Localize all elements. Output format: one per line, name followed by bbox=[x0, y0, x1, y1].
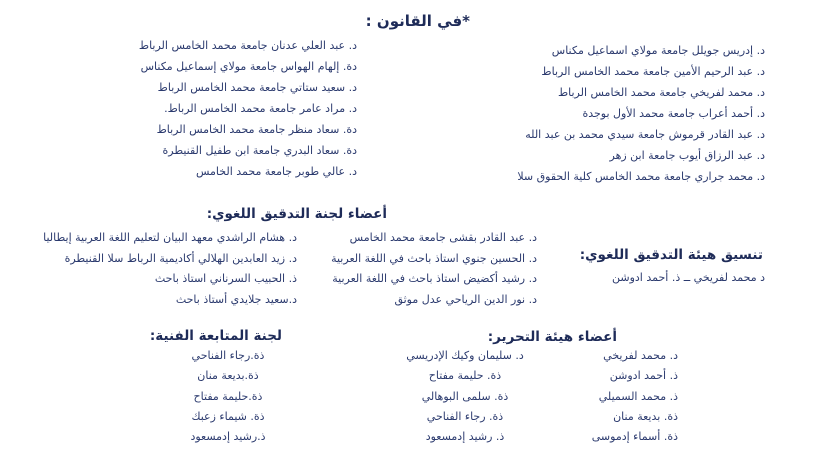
editorial-board-col2 bbox=[395, 346, 535, 447]
list-item: د. عبد القادر قرموش جامعة سيدي محمد بن عبد الله bbox=[525, 128, 765, 141]
list-item: د. نور الدين الرياحي عدل موثق bbox=[394, 292, 537, 306]
list-item: ذة. رجاء الفناحي bbox=[426, 409, 504, 423]
list-item: ذ. رشيد إدمسعود bbox=[425, 430, 505, 444]
list-item: ذة. شيماء زعبك bbox=[191, 409, 265, 423]
editorial-board-col1 bbox=[592, 346, 678, 447]
list-item: ذة. سلمى البوهالي bbox=[421, 389, 509, 403]
law-left-list bbox=[139, 35, 357, 182]
linguistic-coordination-names: د محمد لفريخي ــ ذ. أحمد ادوشن bbox=[611, 271, 765, 284]
law-title: *في القانون : bbox=[365, 12, 470, 30]
list-item: ذة.بديعة منان bbox=[197, 369, 259, 383]
list-item: د. أحمد أعراب جامعة محمد الأول بوجدة bbox=[582, 107, 765, 120]
linguistic-coordination-title: تنسيق هيئة التدقيق اللغوي: bbox=[579, 247, 763, 263]
list-item: ذ. محمد السميلي bbox=[598, 389, 678, 403]
technical-committee-title: لجنة المتابعة الفنية: bbox=[149, 328, 282, 344]
list-item: د. هشام الراشدي معهد البيان لتعليم اللغة العربية إيطاليا bbox=[43, 231, 297, 244]
list-item: د. محمد جراري جامعة محمد الخامس كلية الحقوق سلا bbox=[517, 170, 765, 183]
list-item: ذة.رجاء الفناحي bbox=[191, 349, 265, 362]
list-item: دة. سعاد البدري جامعة ابن طفيل القنيطرة bbox=[162, 144, 357, 157]
list-item: د. زيد العابدين الهلالي أكاديمية الرباط سلا القنيطرة bbox=[64, 251, 297, 265]
linguistic-committee-col2 bbox=[43, 228, 297, 310]
list-item: د. عالي طوبر جامعة محمد الخامس bbox=[195, 165, 357, 178]
list-item: ذة.حليمة مفتاح bbox=[193, 389, 263, 403]
list-item: ذة. حليمة مفتاح bbox=[428, 369, 502, 383]
list-item: ذة. أسماء إدموسى bbox=[591, 430, 678, 444]
list-item: ذ. الحبيب السرناني استاذ باحث bbox=[154, 272, 297, 285]
list-item: د. الحسين جنوي استاذ باحث في اللغة العربية bbox=[331, 251, 537, 265]
law-right-list bbox=[517, 40, 765, 187]
list-item: د. إدريس جويلل جامعة مولاي اسماعيل مكناس bbox=[551, 44, 765, 57]
list-item: ذ. أحمد ادوشن bbox=[609, 369, 678, 383]
list-item: د. رشيد أكضيض استاذ باحث في اللغة العربية bbox=[332, 272, 537, 285]
linguistic-committee-col1 bbox=[331, 228, 537, 310]
technical-committee-list bbox=[168, 346, 288, 447]
list-item: د.سعيد جلايدي أستاذ باحث bbox=[175, 292, 297, 306]
list-item: ذ.رشيد إدمسعود bbox=[190, 430, 266, 444]
linguistic-committee-title: أعضاء لجنة التدقيق اللغوي: bbox=[206, 206, 387, 222]
list-item: د. سليمان وكيك الإدريسي bbox=[406, 349, 524, 362]
list-item: د. سعيد ستاتي جامعة محمد الخامس الرباط bbox=[157, 81, 357, 94]
list-item: د. محمد لفريخي bbox=[603, 349, 678, 362]
list-item: دة. إلهام الهواس جامعة مولاي إسماعيل مكناس bbox=[140, 60, 357, 73]
list-item: د. عبد الرزاق أيوب جامعة ابن زهر bbox=[609, 149, 765, 162]
list-item: ذة. بديعة منان bbox=[613, 409, 678, 423]
editorial-board-title: أعضاء هيئة التحرير: bbox=[487, 329, 617, 345]
list-item: د. عبد العلي عدنان جامعة محمد الخامس الرباط bbox=[138, 39, 357, 52]
list-item: د. محمد لفريخي جامعة محمد الخامس الرباط bbox=[557, 86, 765, 99]
list-item: دة. سعاد منظر جامعة محمد الخامس الرباط bbox=[156, 123, 357, 136]
list-item: د. عبد الرحيم الأمين جامعة محمد الخامس الرباط bbox=[541, 65, 765, 78]
list-item: د. مراد عامر جامعة محمد الخامس الرباط. bbox=[164, 102, 357, 115]
list-item: د. عبد القادر بقشى جامعة محمد الخامس bbox=[349, 231, 537, 244]
